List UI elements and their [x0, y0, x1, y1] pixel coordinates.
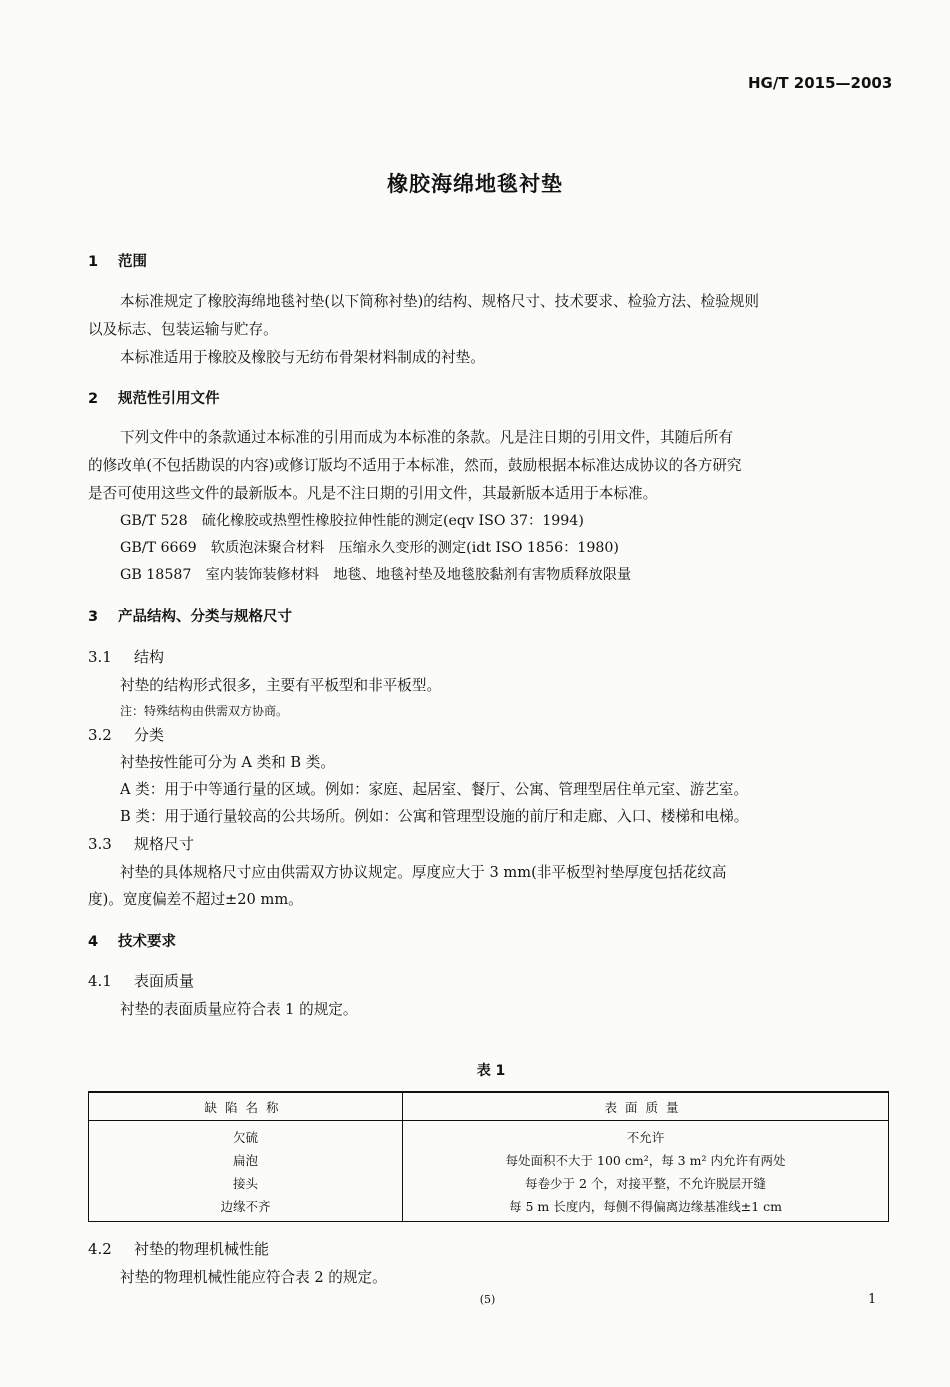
reference-item: GB/T 6669 软质泡沫聚合材料 压缩永久变形的测定(idt ISO 1856：1980): [120, 540, 619, 556]
subsection-4-2-heading: [88, 1238, 269, 1259]
paragraph: 下列文件中的条款通过本标准的引用而成为本标准的条款。凡是注日期的引用文件，其随后所有: [120, 429, 733, 446]
reference-item: GB/T 528 硫化橡胶或热塑性橡胶拉伸性能的测定(eqv ISO 37：1994): [120, 513, 584, 529]
table-cell: 边缘不齐: [89, 1194, 403, 1222]
table-cell: 每 5 m 长度内，每侧不得偏离边缘基准线±1 cm: [403, 1194, 889, 1222]
reference-item: GB 18587 室内装饰装修材料 地毯、地毯衬垫及地毯胶黏剂有害物质释放限量: [120, 567, 632, 583]
paragraph: 是否可使用这些文件的最新版本。凡是不注日期的引用文件，其最新版本适用于本标准。: [88, 485, 658, 502]
subsection-3-2-heading: [88, 724, 164, 745]
table-row: [89, 1171, 889, 1194]
subsection-title: 规格尺寸: [134, 835, 195, 853]
table-cell: 每卷少于 2 个，对接平整，不允许脱层开缝: [403, 1171, 889, 1194]
subsection-number: 3.1: [88, 648, 112, 666]
table-cell: 欠硫: [89, 1121, 403, 1149]
section-2-heading: [88, 387, 220, 408]
table-header-row: [89, 1092, 889, 1121]
paragraph: A 类：用于中等通行量的区域。例如：家庭、起居室、餐厅、公寓、管理型居住单元室、游艺室。: [120, 781, 749, 798]
section-number: 2: [88, 391, 99, 407]
section-3-heading: [88, 605, 292, 626]
section-number: 1: [88, 254, 99, 270]
page-number: 1: [868, 1292, 877, 1307]
table-header-cell: 表面质量: [403, 1092, 889, 1121]
section-title: 范围: [118, 254, 147, 270]
section-1-heading: [88, 250, 147, 271]
table-cell: 扁泡: [89, 1148, 403, 1171]
subsection-title: 衬垫的物理机械性能: [134, 1240, 270, 1258]
subsection-number: 3.2: [88, 726, 112, 744]
table-1: [88, 1091, 889, 1222]
subsection-3-1-heading: [88, 646, 164, 667]
section-number: 4: [88, 934, 99, 950]
paragraph: 衬垫的物理机械性能应符合表 2 的规定。: [120, 1269, 387, 1286]
paragraph: 以及标志、包装运输与贮存。: [88, 321, 278, 338]
table-caption: 表 1: [476, 1063, 506, 1079]
paragraph: 的修改单(不包括勘误的内容)或修订版均不适用于本标准，然而，鼓励根据本标准达成协议的各方研究: [88, 457, 742, 474]
table-header-cell: 缺陷名称: [89, 1092, 403, 1121]
table-row: [89, 1148, 889, 1171]
paragraph: B 类：用于通行量较高的公共场所。例如：公寓和管理型设施的前厅和走廊、入口、楼梯和电梯。: [120, 808, 749, 825]
subsection-title: 分类: [134, 726, 165, 744]
section-4-heading: [88, 930, 176, 951]
subsection-number: 4.2: [88, 1240, 112, 1258]
page-footer: (5): [479, 1293, 496, 1306]
note: 注：特殊结构由供需双方协商。: [120, 704, 289, 718]
paragraph: 度)。宽度偏差不超过±20 mm。: [88, 891, 303, 908]
subsection-3-3-heading: [88, 833, 194, 854]
table-cell: 不允许: [403, 1121, 889, 1149]
section-title: 规范性引用文件: [118, 391, 220, 407]
section-title: 产品结构、分类与规格尺寸: [118, 609, 292, 625]
paragraph: 本标准适用于橡胶及橡胶与无纺布骨架材料制成的衬垫。: [120, 349, 485, 366]
standard-code: HG/T 2015—2003: [748, 74, 893, 92]
paragraph: 衬垫的具体规格尺寸应由供需双方协议规定。厚度应大于 3 mm(非平板型衬垫厚度包括花纹高: [120, 864, 727, 881]
subsection-title: 结构: [134, 648, 165, 666]
paragraph: 衬垫的表面质量应符合表 1 的规定。: [120, 1001, 358, 1018]
section-title: 技术要求: [118, 934, 176, 950]
subsection-number: 3.3: [88, 835, 112, 853]
table-row: [89, 1121, 889, 1149]
document-title: 橡胶海绵地毯衬垫: [387, 172, 563, 196]
subsection-title: 表面质量: [134, 972, 195, 990]
table-cell: 每处面积不大于 100 cm²，每 3 m² 内允许有两处: [403, 1148, 889, 1171]
subsection-4-1-heading: [88, 970, 194, 991]
table-row: [89, 1194, 889, 1222]
table-cell: 接头: [89, 1171, 403, 1194]
section-number: 3: [88, 609, 99, 625]
subsection-number: 4.1: [88, 972, 112, 990]
paragraph: 本标准规定了橡胶海绵地毯衬垫(以下简称衬垫)的结构、规格尺寸、技术要求、检验方法、检验规则: [120, 293, 759, 310]
paragraph: 衬垫的结构形式很多，主要有平板型和非平板型。: [120, 677, 442, 694]
paragraph: 衬垫按性能可分为 A 类和 B 类。: [120, 754, 335, 771]
